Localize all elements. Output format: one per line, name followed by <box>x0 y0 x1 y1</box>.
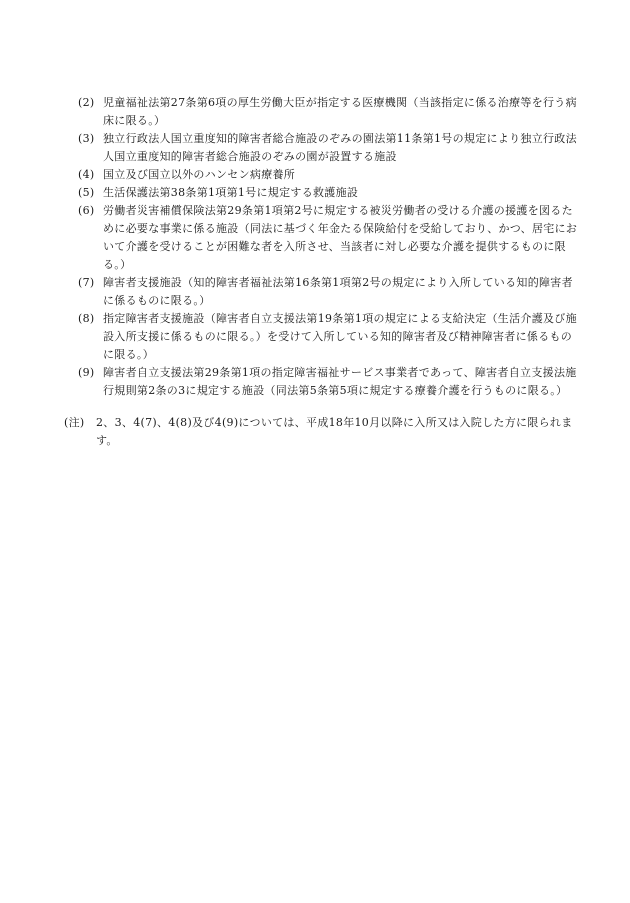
footnote <box>64 414 578 450</box>
item-text: 障害者自立支援法第29条第1項の指定障害福祉サービス事業者であって、障害者自立支援法施行規則第2条の3に規定する施設（同法第5条第5項に規定する療養介護を行うものに限る。） <box>103 366 577 397</box>
item-number: (9) <box>78 366 95 379</box>
list-item-6 <box>78 202 578 274</box>
list-item-4 <box>78 166 578 184</box>
item-text: 障害者支援施設（知的障害者福祉法第16条第1項第2号の規定により入所している知的障害者に係るものに限る。） <box>103 276 573 307</box>
list-item-2 <box>78 94 578 130</box>
list-item-5 <box>78 184 578 202</box>
item-number: (6) <box>78 204 95 217</box>
list-item-9 <box>78 364 578 400</box>
item-number: (8) <box>78 312 95 325</box>
item-number: (5) <box>78 186 95 199</box>
item-number: (2) <box>78 96 95 109</box>
list-item-3 <box>78 130 578 166</box>
item-number: (3) <box>78 132 95 145</box>
item-text: 国立及び国立以外のハンセン病療養所 <box>103 168 296 181</box>
item-text: 指定障害者支援施設（障害者自立支援法第19条第1項の規定による支給決定（生活介護及び施設入所支援に係るものに限る。）を受けて入所している知的障害者及び精神障害者に係るものに限る。） <box>103 312 577 361</box>
footnote-text: 2、3、4(7)、4(8)及び4(9)については、平成18年10月以降に入所又は入院した方に限られます。 <box>96 416 573 447</box>
item-text: 児童福祉法第27条第6項の厚生労働大臣が指定する医療機関（当該指定に係る治療等を行う病床に限る。） <box>103 96 577 127</box>
facility-list <box>78 94 578 400</box>
item-number: (7) <box>78 276 95 289</box>
item-text: 生活保護法第38条第1項第1号に規定する救護施設 <box>103 186 359 199</box>
list-item-8 <box>78 310 578 364</box>
item-text: 労働者災害補償保険法第29条第1項第2号に規定する被災労働者の受ける介護の援護を図るために必要な事業に係る施設（同法に基づく年金たる保険給付を受給しており、かつ、居宅において介護を受けることが困難な者を入所させ、当該者に対し必要な介護を提供するものに限る。） <box>103 204 578 271</box>
list-item-7 <box>78 274 578 310</box>
item-text: 独立行政法人国立重度知的障害者総合施設のぞみの園法第11条第1号の規定により独立行政法人国立重度知的障害者総合施設のぞみの園が設置する施設 <box>103 132 577 163</box>
footnote-label: (注) <box>64 416 85 429</box>
item-number: (4) <box>78 168 95 181</box>
